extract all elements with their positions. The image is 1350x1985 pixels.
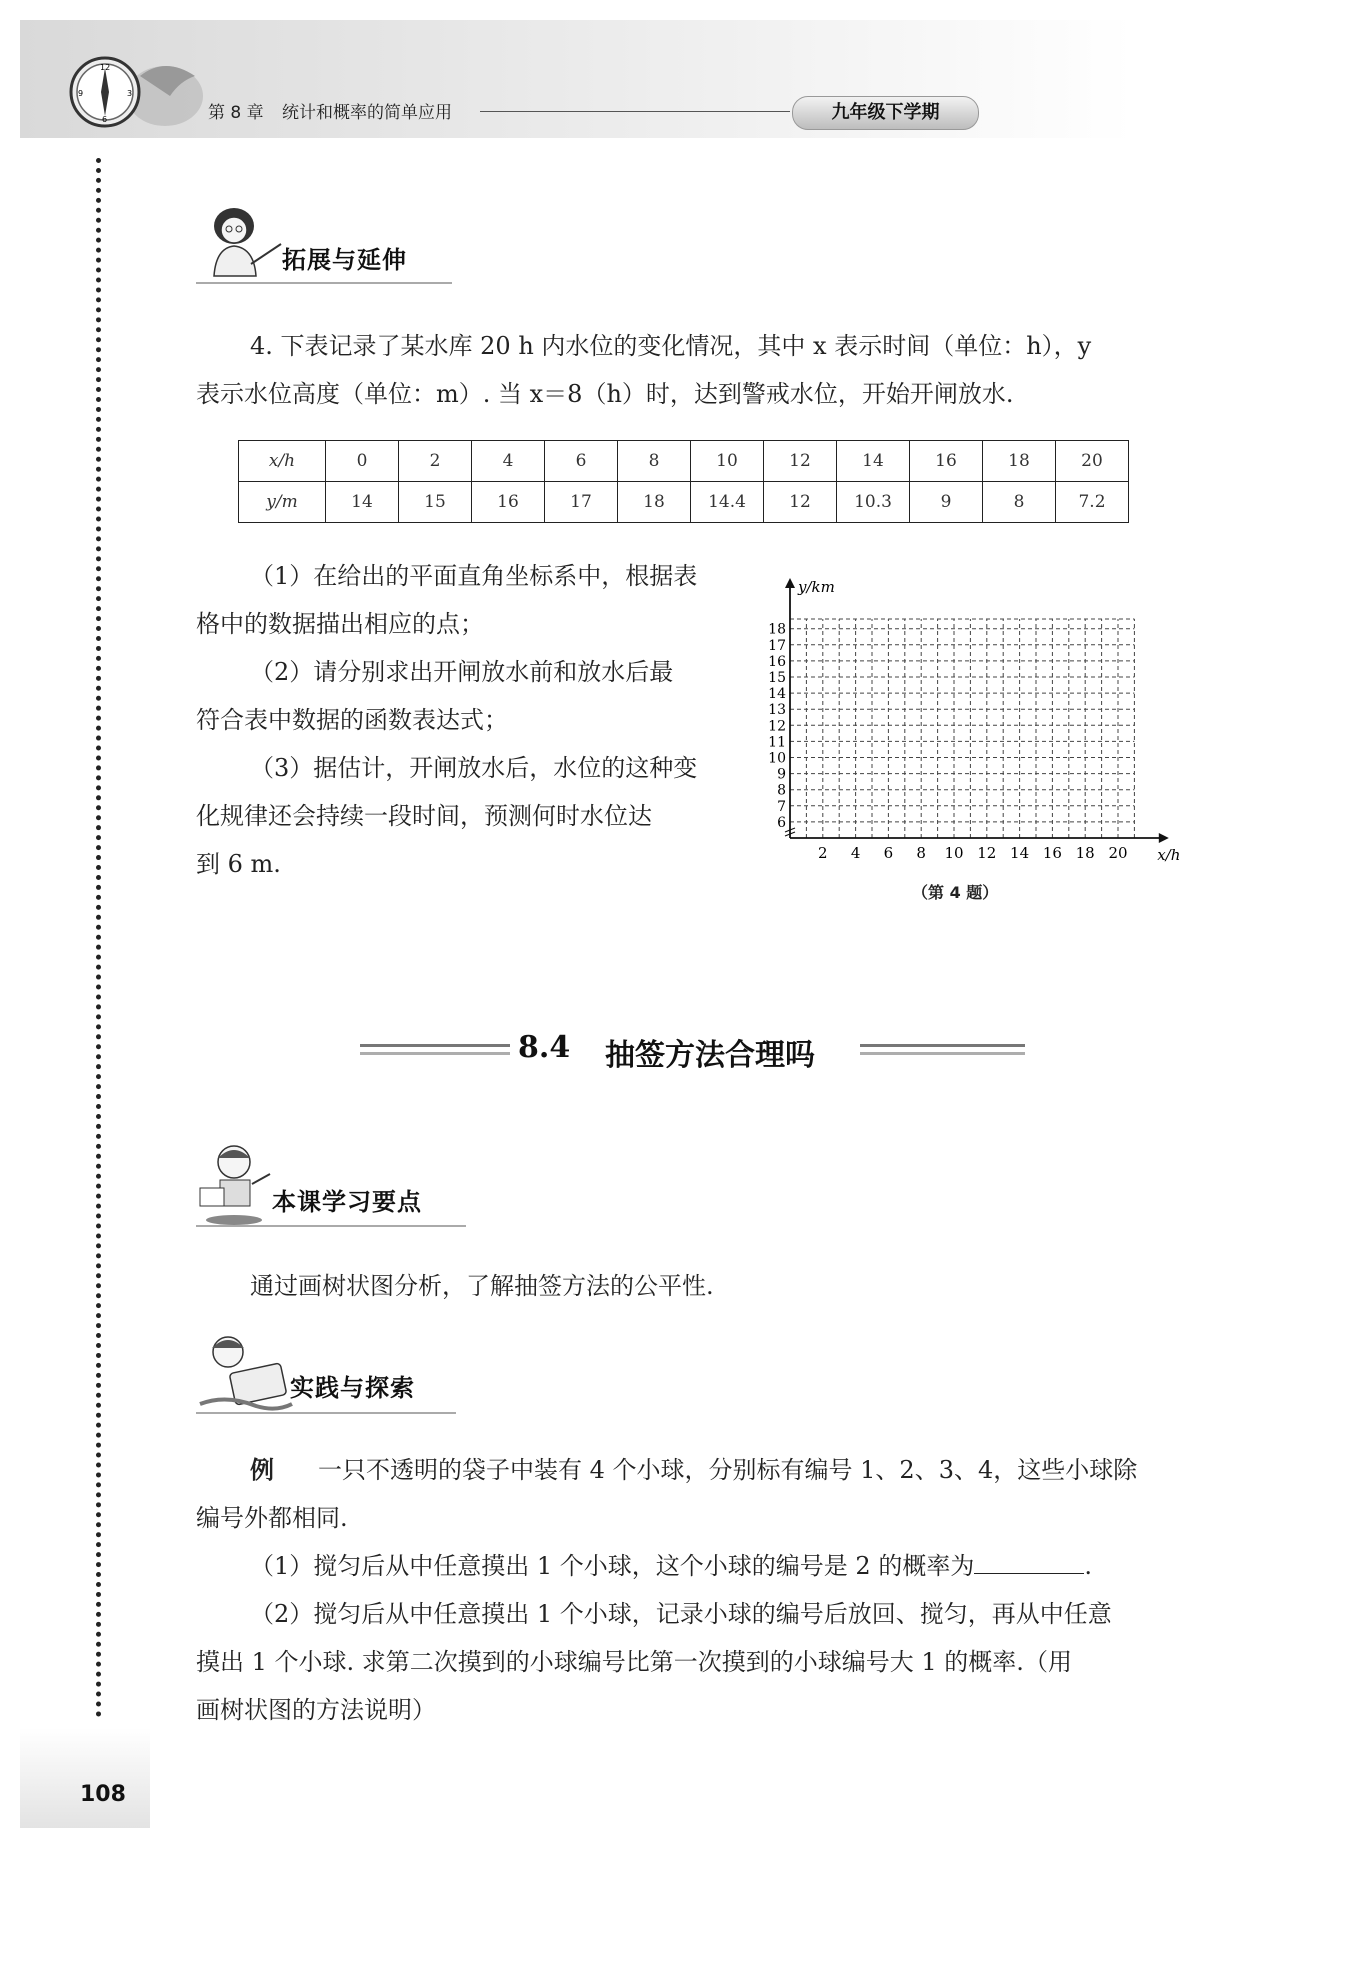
table-cell: 15 <box>399 482 472 523</box>
example-q2-line1: （2）搅匀后从中任意摸出 1 个小球，记录小球的编号后放回、搅匀，再从中任意 <box>250 1600 1112 1628</box>
y-tick-label: 15 <box>768 670 786 686</box>
figure-caption: （第 4 题） <box>912 883 999 902</box>
table-row-label: x/h <box>239 441 326 482</box>
example-lead: 例 <box>250 1455 274 1484</box>
y-tick-label: 14 <box>768 686 786 703</box>
svg-text:12: 12 <box>100 63 111 72</box>
y-tick-label: 11 <box>768 734 786 751</box>
x-tick-label: 8 <box>916 844 926 862</box>
student-writing-icon <box>196 1332 296 1422</box>
answer-blank[interactable] <box>974 1543 1084 1574</box>
example-q1-end: . <box>1084 1552 1092 1580</box>
svg-text:3: 3 <box>127 89 133 98</box>
section-rule <box>196 282 452 284</box>
footer-band <box>20 1728 150 1828</box>
problem4-line1: 4. 下表记录了某水库 20 h 内水位的变化情况，其中 x 表示时间（单位：h），y <box>250 332 1092 360</box>
title-rule-left <box>360 1052 510 1055</box>
table-cell: 7.2 <box>1056 482 1129 523</box>
table-cell: 8 <box>618 441 691 482</box>
keypoint-text: 通过画树状图分析，了解抽签方法的公平性. <box>250 1272 714 1300</box>
table-row <box>239 482 1129 523</box>
example-q1 <box>250 1542 1092 1590</box>
problem4-line2: 表示水位高度（单位：m）. 当 x＝8（h）时，达到警戒水位，开始开闸放水. <box>196 380 1014 408</box>
y-tick-label: 9 <box>777 766 786 783</box>
y-axis-arrow <box>785 578 795 588</box>
example-q2-line2: 摸出 1 个小球. 求第二次摸到的小球编号比第一次摸到的小球编号大 1 的概率.（用 <box>196 1648 1072 1676</box>
section-label-extend: 拓展与延伸 <box>282 246 407 274</box>
section-rule <box>196 1225 466 1227</box>
q1-line2: 格中的数据描出相应的点； <box>196 610 484 638</box>
table-cell: 16 <box>472 482 545 523</box>
y-tick-label: 8 <box>777 782 786 799</box>
x-tick-label: 4 <box>850 844 861 862</box>
section-rule <box>196 1412 456 1414</box>
table-cell: 4 <box>472 441 545 482</box>
table-row <box>239 441 1129 482</box>
table-cell: 12 <box>764 441 837 482</box>
table-cell: 12 <box>764 482 837 523</box>
table-cell: 10.3 <box>837 482 910 523</box>
teacher-icon <box>196 204 286 284</box>
y-tick-label: 13 <box>768 702 786 719</box>
y-tick-label: 16 <box>768 653 786 670</box>
y-tick-label: 10 <box>768 750 786 767</box>
section-label-keypoints: 本课学习要点 <box>272 1188 422 1216</box>
y-tick-label: 6 <box>777 814 786 831</box>
student-reading-icon <box>196 1140 276 1230</box>
section-label-practice: 实践与探索 <box>290 1374 415 1402</box>
compass-clock-icon <box>60 46 210 136</box>
table-cell: 17 <box>545 482 618 523</box>
q1-line1: （1）在给出的平面直角坐标系中，根据表 <box>250 562 698 590</box>
title-rule-right <box>860 1052 1025 1055</box>
q3-line1: （3）据估计，开闸放水后，水位的这种变 <box>250 754 698 782</box>
header-rule <box>480 111 790 112</box>
lesson-title: 抽签方法合理吗 <box>605 1038 815 1073</box>
q2-line1: （2）请分别求出开闸放水前和放水后最 <box>250 658 674 686</box>
svg-text:9: 9 <box>78 89 84 98</box>
table-cell: 9 <box>910 482 983 523</box>
title-rule-right <box>860 1044 1025 1047</box>
page-number: 108 <box>80 1782 126 1807</box>
table-cell: 18 <box>983 441 1056 482</box>
q3-line3: 到 6 m. <box>196 850 281 878</box>
y-tick-label: 7 <box>777 798 786 815</box>
table-cell: 20 <box>1056 441 1129 482</box>
table-cell: 6 <box>545 441 618 482</box>
example-line1: 一只不透明的袋子中装有 4 个小球，分别标有编号 1、2、3、4，这些小球除 <box>318 1456 1138 1484</box>
x-tick-label: 16 <box>1042 844 1062 862</box>
table-cell: 2 <box>399 441 472 482</box>
x-tick-label: 12 <box>977 844 997 862</box>
table-cell: 10 <box>691 441 764 482</box>
y-tick-label: 12 <box>768 718 786 735</box>
table-cell: 16 <box>910 441 983 482</box>
q3-line2: 化规律还会持续一段时间，预测何时水位达 <box>196 802 652 830</box>
table-row-label: y/m <box>239 482 326 523</box>
x-tick-label: 2 <box>818 844 828 862</box>
x-axis-arrow <box>1159 833 1169 843</box>
table-cell: 18 <box>618 482 691 523</box>
svg-text:6: 6 <box>102 115 108 124</box>
margin-dots <box>96 158 101 1718</box>
example-q1-text: （1）搅匀后从中任意摸出 1 个小球，这个小球的编号是 2 的概率为 <box>250 1552 975 1580</box>
table-cell: 0 <box>326 441 399 482</box>
y-tick-label: 18 <box>768 621 786 638</box>
table-cell: 8 <box>983 482 1056 523</box>
x-tick-label: 18 <box>1075 844 1095 862</box>
title-rule-left <box>360 1044 510 1047</box>
q2-line2: 符合表中数据的函数表达式； <box>196 706 508 734</box>
coordinate-grid <box>745 572 1185 872</box>
table-cell: 14 <box>837 441 910 482</box>
x-axis-label: x/h <box>1157 846 1181 864</box>
x-tick-label: 14 <box>1010 844 1030 862</box>
table-cell: 14 <box>326 482 399 523</box>
x-tick-label: 10 <box>944 844 964 862</box>
y-tick-label: 17 <box>768 637 786 654</box>
chapter-title: 统计和概率的简单应用 <box>282 103 452 123</box>
example-q2-line3: 画树状图的方法说明） <box>196 1696 436 1724</box>
chapter-number: 第 8 章 <box>208 103 264 123</box>
example-line2: 编号外都相同. <box>196 1504 348 1532</box>
table-cell: 14.4 <box>691 482 764 523</box>
x-tick-label: 6 <box>883 844 894 862</box>
y-axis-label: y/km <box>798 578 835 596</box>
water-level-table <box>238 440 1129 523</box>
x-tick-label: 20 <box>1108 844 1128 862</box>
lesson-number: 8.4 <box>518 1030 571 1065</box>
grade-badge: 九年级下学期 <box>792 96 979 130</box>
